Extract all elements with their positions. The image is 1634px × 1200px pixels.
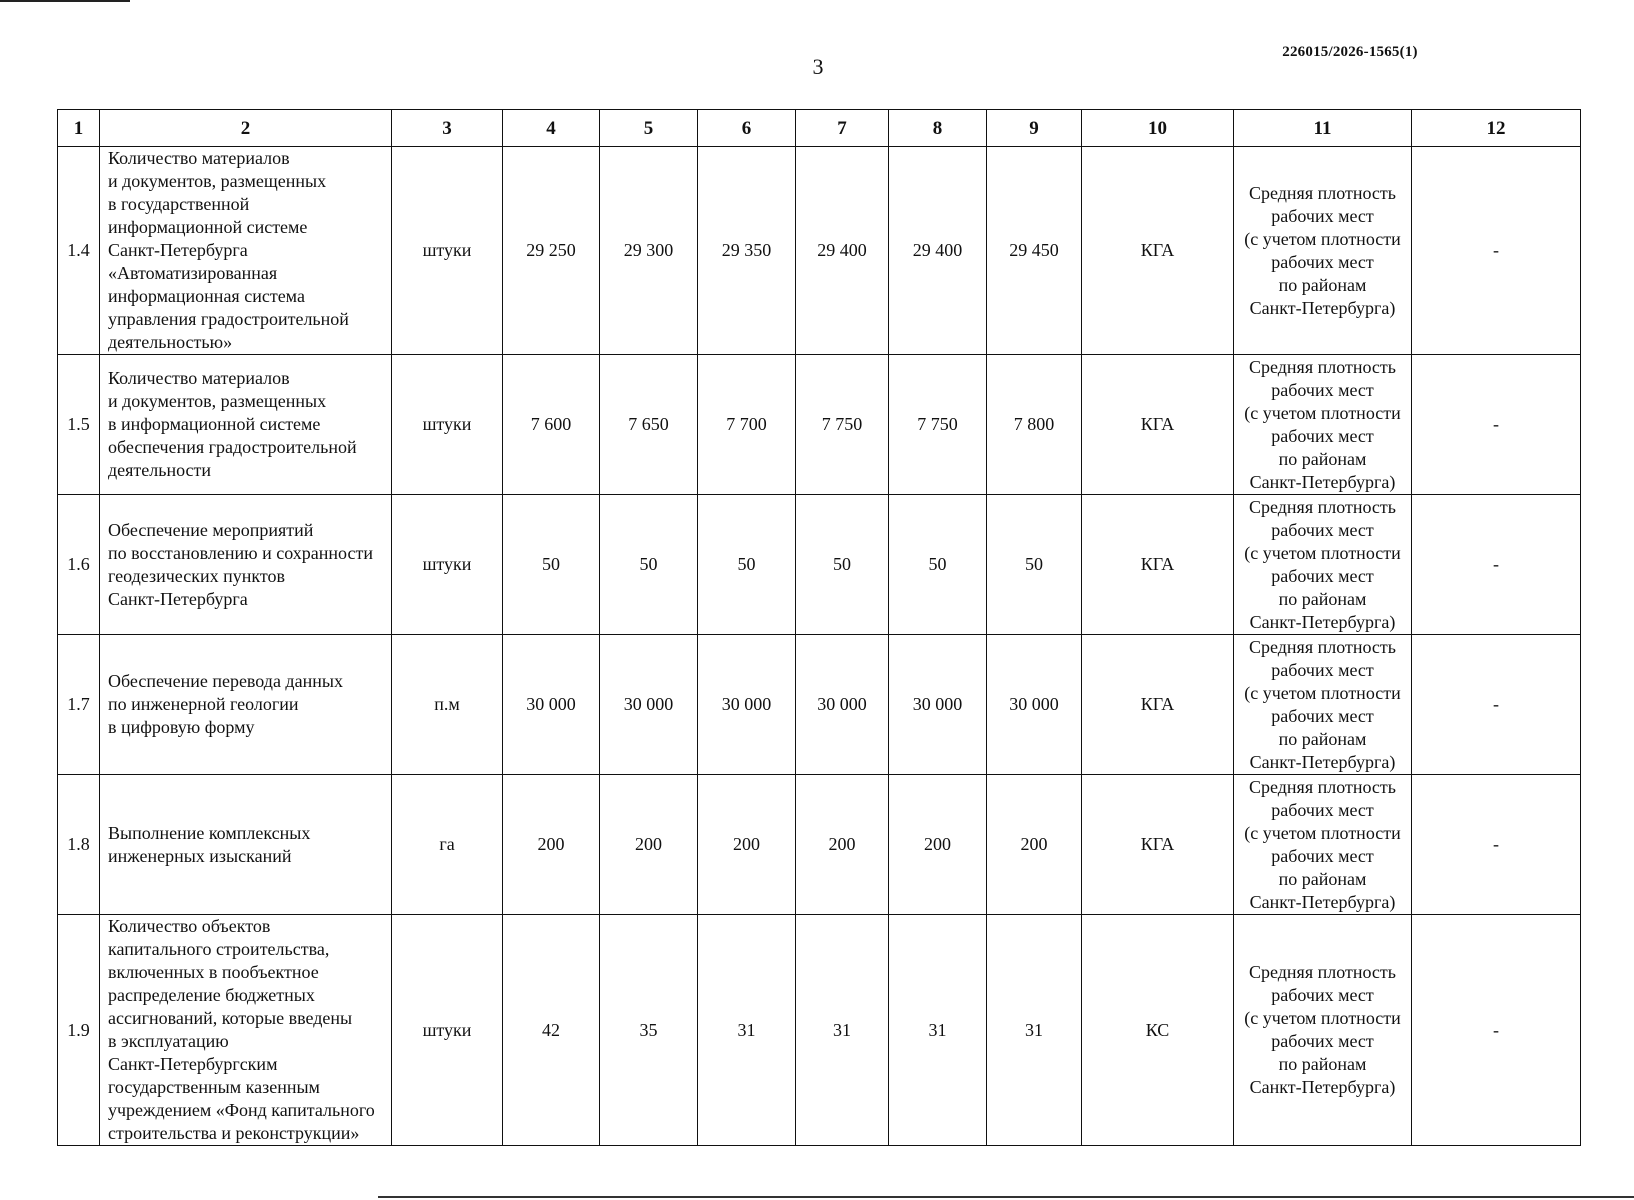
unit-of-measure: штуки <box>392 915 503 1146</box>
indicator-value: 35 <box>600 915 698 1146</box>
column-header: 5 <box>600 110 698 147</box>
row-number: 1.6 <box>58 495 100 635</box>
column-header: 10 <box>1082 110 1234 147</box>
table-row <box>58 915 1581 1146</box>
table-row <box>58 147 1581 355</box>
column-12-value: - <box>1412 495 1581 635</box>
column-12-value: - <box>1412 915 1581 1146</box>
indicator-value: 29 350 <box>698 147 796 355</box>
indicator-value: 50 <box>698 495 796 635</box>
indicator-value: 29 300 <box>600 147 698 355</box>
executor: КС <box>1082 915 1234 1146</box>
table-row <box>58 355 1581 495</box>
column-header: 12 <box>1412 110 1581 147</box>
document-code: 226015/2026-1565(1) <box>1282 44 1418 60</box>
table-body <box>58 147 1581 1146</box>
calculation-note: Средняя плотность рабочих мест (с учетом плотности рабочих мест по районам Санкт-Петербурга) <box>1234 147 1412 355</box>
indicator-value: 200 <box>987 775 1082 915</box>
indicator-value: 7 750 <box>889 355 987 495</box>
indicator-value: 29 450 <box>987 147 1082 355</box>
indicator-value: 50 <box>796 495 889 635</box>
indicator-name: Количество материалов и документов, размещенных в государственной информационной системе Санкт-Петербурга «Автоматизированная информационная система управления градостроительной деятельностью» <box>100 147 392 355</box>
indicator-value: 30 000 <box>698 635 796 775</box>
indicator-value: 31 <box>987 915 1082 1146</box>
calculation-note: Средняя плотность рабочих мест (с учетом плотности рабочих мест по районам Санкт-Петербурга) <box>1234 775 1412 915</box>
row-number: 1.8 <box>58 775 100 915</box>
table-row <box>58 775 1581 915</box>
indicator-name: Количество материалов и документов, размещенных в информационной системе обеспечения градостроительной деятельности <box>100 355 392 495</box>
unit-of-measure: штуки <box>392 147 503 355</box>
indicators-table <box>57 109 1581 1146</box>
column-header: 4 <box>503 110 600 147</box>
unit-of-measure: штуки <box>392 355 503 495</box>
indicator-value: 200 <box>698 775 796 915</box>
column-header: 6 <box>698 110 796 147</box>
indicator-value: 31 <box>889 915 987 1146</box>
indicator-value: 31 <box>698 915 796 1146</box>
row-number: 1.5 <box>58 355 100 495</box>
row-number: 1.7 <box>58 635 100 775</box>
indicator-value: 42 <box>503 915 600 1146</box>
calculation-note: Средняя плотность рабочих мест (с учетом плотности рабочих мест по районам Санкт-Петербурга) <box>1234 495 1412 635</box>
executor: КГА <box>1082 775 1234 915</box>
indicator-name: Количество объектов капитального строительства, включенных в пообъектное распределение бюджетных ассигнований, которые введены в эксплуатацию Санкт-Петербургским государственным казенным учреждением «Фонд капитального строительства и реконструкции» <box>100 915 392 1146</box>
unit-of-measure: штуки <box>392 495 503 635</box>
executor: КГА <box>1082 147 1234 355</box>
indicator-value: 29 400 <box>796 147 889 355</box>
indicator-value: 50 <box>987 495 1082 635</box>
indicator-value: 7 750 <box>796 355 889 495</box>
column-12-value: - <box>1412 775 1581 915</box>
indicator-value: 29 400 <box>889 147 987 355</box>
table-header <box>58 110 1581 147</box>
executor: КГА <box>1082 495 1234 635</box>
table-row <box>58 495 1581 635</box>
indicator-value: 30 000 <box>987 635 1082 775</box>
indicator-value: 200 <box>600 775 698 915</box>
indicator-value: 30 000 <box>503 635 600 775</box>
column-header: 9 <box>987 110 1082 147</box>
column-header: 2 <box>100 110 392 147</box>
indicator-value: 7 700 <box>698 355 796 495</box>
top-edge-rule <box>0 0 130 2</box>
indicator-value: 7 600 <box>503 355 600 495</box>
indicator-value: 50 <box>889 495 987 635</box>
bottom-edge-rule <box>378 1196 1634 1198</box>
indicator-value: 50 <box>600 495 698 635</box>
indicator-value: 200 <box>889 775 987 915</box>
indicator-name: Выполнение комплексных инженерных изысканий <box>100 775 392 915</box>
table-row <box>58 635 1581 775</box>
indicator-name: Обеспечение мероприятий по восстановлению и сохранности геодезических пунктов Санкт-Петербурга <box>100 495 392 635</box>
unit-of-measure: га <box>392 775 503 915</box>
indicator-value: 31 <box>796 915 889 1146</box>
indicator-value: 30 000 <box>796 635 889 775</box>
unit-of-measure: п.м <box>392 635 503 775</box>
column-header: 1 <box>58 110 100 147</box>
indicator-value: 30 000 <box>600 635 698 775</box>
column-header: 3 <box>392 110 503 147</box>
column-header: 11 <box>1234 110 1412 147</box>
indicator-value: 7 800 <box>987 355 1082 495</box>
calculation-note: Средняя плотность рабочих мест (с учетом плотности рабочих мест по районам Санкт-Петербурга) <box>1234 915 1412 1146</box>
indicator-name: Обеспечение перевода данных по инженерной геологии в цифровую форму <box>100 635 392 775</box>
page-number: 3 <box>812 54 824 79</box>
column-number-row <box>58 110 1581 147</box>
calculation-note: Средняя плотность рабочих мест (с учетом плотности рабочих мест по районам Санкт-Петербурга) <box>1234 635 1412 775</box>
indicator-value: 7 650 <box>600 355 698 495</box>
indicator-value: 29 250 <box>503 147 600 355</box>
executor: КГА <box>1082 355 1234 495</box>
column-12-value: - <box>1412 147 1581 355</box>
indicator-value: 50 <box>503 495 600 635</box>
calculation-note: Средняя плотность рабочих мест (с учетом плотности рабочих мест по районам Санкт-Петербурга) <box>1234 355 1412 495</box>
indicator-value: 30 000 <box>889 635 987 775</box>
column-header: 8 <box>889 110 987 147</box>
indicator-value: 200 <box>796 775 889 915</box>
executor: КГА <box>1082 635 1234 775</box>
column-header: 7 <box>796 110 889 147</box>
row-number: 1.9 <box>58 915 100 1146</box>
column-12-value: - <box>1412 355 1581 495</box>
column-12-value: - <box>1412 635 1581 775</box>
row-number: 1.4 <box>58 147 100 355</box>
indicator-value: 200 <box>503 775 600 915</box>
